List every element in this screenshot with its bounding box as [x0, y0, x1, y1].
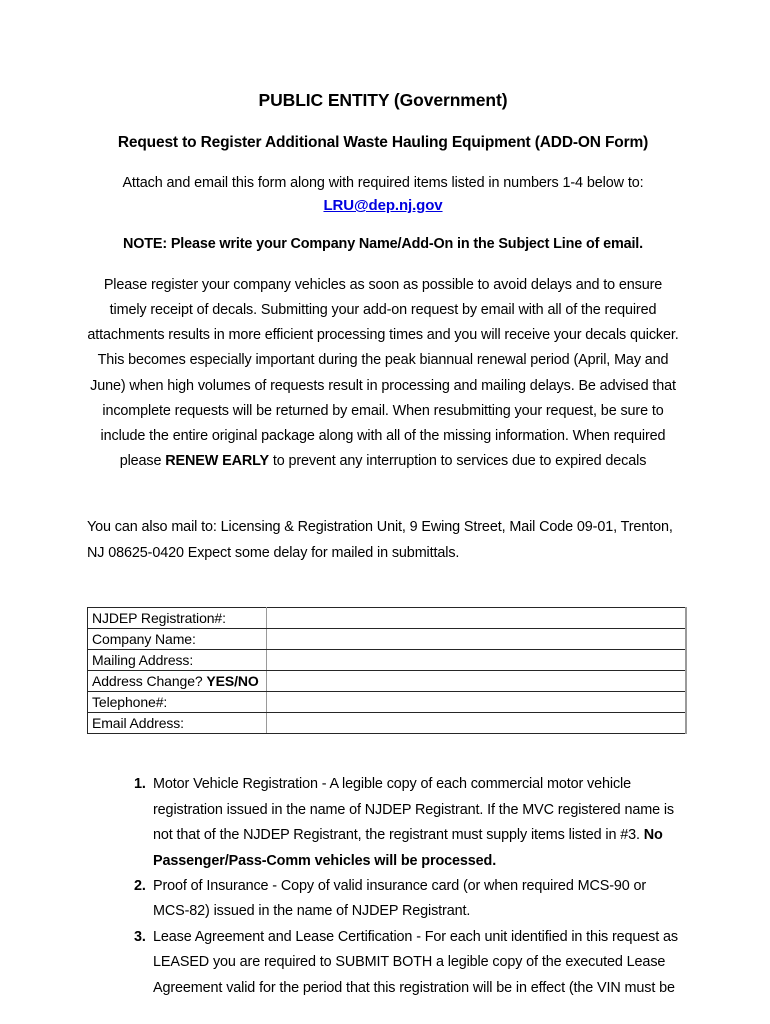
field-label-address-change: [88, 671, 267, 692]
field-input-mailing-address[interactable]: [267, 650, 687, 671]
table-row: [88, 713, 687, 734]
field-label-text: Mailing Address:: [92, 652, 194, 669]
requirements-list: [87, 734, 679, 1000]
list-item: [134, 874, 679, 925]
requirement-text: Motor Vehicle Registration - A legible copy of each commercial motor vehicle registration issued in the name of NJDEP Registrant. If the MVC registered name is not that of the NJDEP Registrant, the registrant must supply items listed in #3.: [153, 776, 674, 844]
field-label-telephone: [88, 692, 267, 713]
field-label-njdep-registration: [88, 608, 267, 629]
requirement-text: Lease Agreement and Lease Certification - For each unit identified in this request as LEASED you are required to SUBMIT BOTH a legible copy of the executed Lease Agreement valid for the period that this registration will be in effect (the VIN must be: [153, 928, 678, 996]
field-input-telephone[interactable]: [267, 692, 687, 713]
registrant-form-table: [87, 607, 687, 734]
table-row: [88, 650, 687, 671]
document-content: [87, 0, 679, 1001]
field-label-company-name: [88, 629, 267, 650]
field-input-address-change[interactable]: [267, 671, 687, 692]
field-label-text: Telephone#:: [92, 694, 168, 711]
field-label-text: Address Change?: [92, 673, 207, 690]
field-label-text: NJDEP Registration#:: [92, 610, 226, 627]
mailing-address-paragraph: You can also mail to: Licensing & Registration Unit, 9 Ewing Street, Mail Code 09-01, Trenton, NJ 08625-0420 Expect some delay for mailed in submittals.: [87, 519, 673, 561]
requirement-bold-text: No Passenger/Pass-Comm vehicles will be processed.: [153, 827, 663, 869]
field-input-email-address[interactable]: [267, 713, 687, 734]
registrant-form-table-wrapper: [87, 566, 679, 734]
email-link[interactable]: LRU@dep.nj.gov: [323, 196, 443, 214]
list-item: [134, 925, 679, 1001]
email-link-container: [87, 193, 679, 215]
renew-early-emphasis: RENEW EARLY: [165, 453, 269, 470]
list-item: [134, 772, 679, 874]
field-label-email-address: [88, 713, 267, 734]
attach-instruction-text: Attach and email this form along with required items listed in numbers 1-4 below to:: [122, 175, 644, 192]
field-label-mailing-address: [88, 650, 267, 671]
registrant-form-table-body: [88, 608, 687, 734]
requirement-text: Proof of Insurance - Copy of valid insurance card (or when required MCS-90 or MCS-82) issued in the name of NJDEP Registrant.: [153, 877, 647, 920]
field-input-company-name[interactable]: [267, 629, 687, 650]
table-row: [88, 629, 687, 650]
field-label-bold: YES/NO: [206, 673, 259, 690]
field-input-njdep-registration[interactable]: [267, 608, 687, 629]
body-paragraph: [87, 254, 679, 475]
table-row: [88, 608, 687, 629]
body-paragraph-part1: Please register your company vehicles as soon as possible to avoid delays and to ensure timely receipt of decals. Submitting your add-on request by email with all of the required attachments results in more efficient processing times and you will receive your decals quicker. This becomes especially important during the peak biannual renewal period (April, May and June) when high volumes of requests result in processing and mailing delays. Be advised that incomplete requests will be returned by email. When resubmitting your request, be sure to include the entire original package along with all of the missing information. When required please: [87, 276, 679, 470]
page-subtitle: Request to Register Additional Waste Hauling Equipment (ADD-ON Form): [117, 133, 649, 151]
table-row: [88, 692, 687, 713]
page-title: PUBLIC ENTITY (Government): [258, 90, 508, 110]
field-label-text: Company Name:: [92, 631, 196, 648]
subject-line-note: NOTE: Please write your Company Name/Add-On in the Subject Line of email.: [122, 235, 643, 252]
field-label-text: Email Address:: [92, 715, 184, 732]
table-row: [88, 671, 687, 692]
body-paragraph-part2: to prevent any interruption to services due to expired decals: [268, 453, 647, 470]
